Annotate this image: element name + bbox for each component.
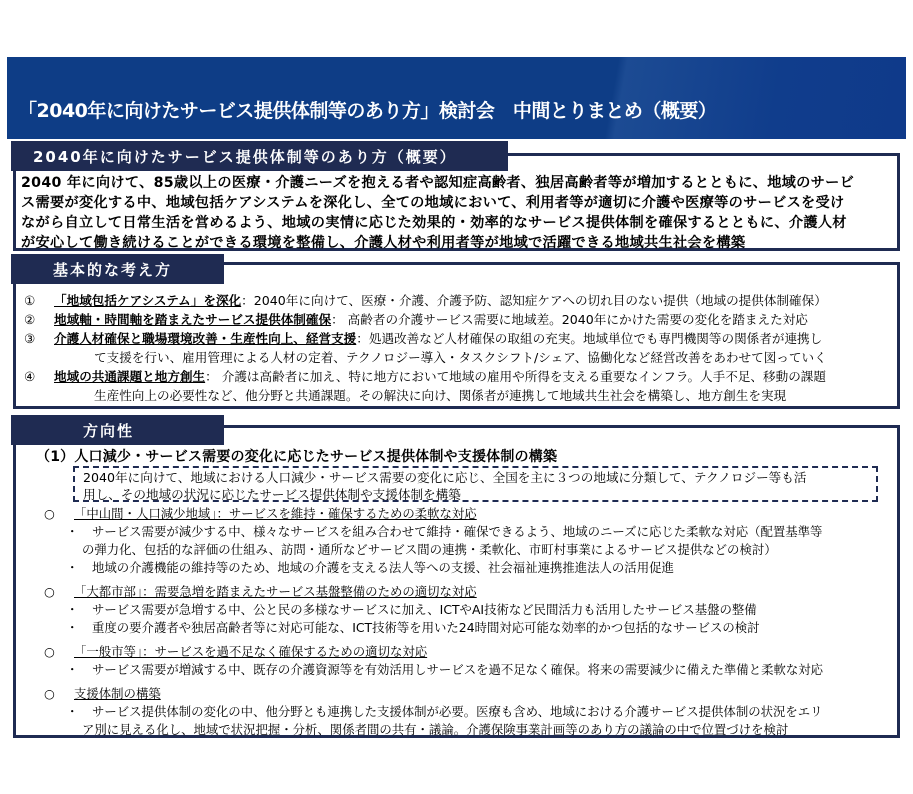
overview-line: ス需要が変化する中、地域包括ケアシステムを深化し、全ての地域において、利用者等が適切に介護や医療等のサービスを受け [21,195,845,211]
item-title: 地域の共通課題と地方創生 [54,369,206,384]
bullet-line [44,619,896,637]
direction-section [13,425,900,738]
item-title: 介護人材確保と職場環境改善・生産性向上、経営支援 [54,331,357,346]
direction-item-heading [44,643,896,661]
direction-item-title: 「一般市等」：サービスを過不足なく確保するための適切な対応 [74,644,428,659]
circle-mark: ○ [44,686,55,701]
basic-heading: 基本的な考え方 [11,254,224,284]
summary-line: 用し、その地域の状況に応じたサービス提供体制や支援体制を構築 [83,487,461,502]
bullet-text: 地域の介護機能の維持等のため、地域の介護を支える法人等への支援、社会福祉連携推進法人の活用促進 [92,560,674,575]
direction-item-heading [44,685,896,703]
circle-mark: ○ [44,584,55,599]
overview-heading: 2040年に向けたサービス提供体制等のあり方（概要） [11,141,508,171]
bullet-line [44,601,896,619]
bullet-line [44,661,896,679]
basic-item-4-cont: 生産性向上の必要性など、他分野と共通課題。その解決に向け、関係者が連携して地域共生社会を構築し、地方創生を実現 [94,388,787,403]
item-title: 地域軸・時間軸を踏まえたサービス提供体制確保 [54,312,332,327]
bullet-icon: ・ [66,602,79,617]
basic-body [24,291,896,405]
bullet-line [44,523,896,541]
item-text: ： 介護は高齢者に加え、特に地方において地域の雇用や所得を支える重要なインフラ。人手不足、移動の課題 [205,369,826,384]
bullet-icon: ・ [66,524,79,539]
direction-item-title: 「中山間・人口減少地域」：サービスを維持・確保するための柔軟な対応 [74,506,477,521]
direction-item-title: 支援体制の構築 [74,686,161,701]
item-text: ：処遇改善など人材確保の取組の充実。地域単位でも専門機関等の関係者が連携し [356,331,823,346]
basic-item-4 [24,367,896,386]
basic-item-2 [24,310,896,329]
overview-line: が安心して働き続けることができる環境を整備し、介護人材や利用者等が地域で活躍できる地域共生社会を構築 [21,235,746,251]
basic-item-3-cont: て支援を行い、雇用管理による人材の定着、テクノロジー導入・タスクシフト/シェア、協働化など経営改善をあわせて図っていく [94,350,827,365]
basic-section [13,262,900,409]
bullet-icon: ・ [66,704,79,719]
overview-line: ながら自立して日常生活を営めるよう、地域の実情に応じた効果的・効率的なサービス提供体制を確保するとともに、介護人材 [21,215,847,231]
bullet-line [44,703,896,721]
bullet-cont: ア別に見える化し、地域で状況把握・分析、関係者間の共有・議論。介護保険事業計画等のあり方の議論の中で位置づけを検討 [82,722,789,737]
bullet-cont: の弾力化、包括的な評価の仕組み、訪問・通所などサービス間の連携・柔軟化、市町村事業によるサービス提供などの検討） [82,542,777,557]
basic-item-3 [24,329,896,348]
item-number: ④ [24,369,36,384]
bullet-line [44,559,896,577]
direction-heading: 方向性 [11,415,224,445]
direction-subheading: （1）人口減少・サービス需要の変化に応じたサービス提供体制や支援体制の構築 [36,449,558,465]
page-title: 「2040年に向けたサービス提供体制等のあり方」検討会 中間とりまとめ（概要） [18,100,717,122]
bullet-text: サービス提供体制の変化の中、他分野とも連携した支援体制が必要。医療も含め、地域における介護サービス提供体制の状況をエリ [92,704,823,719]
direction-item-heading [44,505,896,523]
bullet-text: サービス需要が増減する中、既存の介護資源等を有効活用しサービスを過不足なく確保。将来の需要減少に備えた準備と柔軟な対応 [92,662,824,677]
bullet-text: サービス需要が減少する中、様々なサービスを組み合わせて維持・確保できるよう、地域のニーズに応じた柔軟な対応（配置基準等 [92,524,823,539]
circle-mark: ○ [44,644,55,659]
circle-mark: ○ [44,506,55,521]
item-title: 「地域包括ケアシステム」を深化 [54,293,242,308]
item-number: ① [24,293,36,308]
item-text: ：2040年に向けて、医療・介護、介護予防、認知症ケアへの切れ目のない提供（地域の提供体制確保） [241,293,827,308]
summary-line: 2040年に向けて、地域における人口減少・サービス需要の変化に応じ、全国を主に３つの地域に分類して、テクノロジー等も活 [83,470,807,485]
direction-item-heading [44,583,896,601]
basic-item-1 [24,291,896,310]
bullet-text: サービス需要が急増する中、公と民の多様なサービスに加え、ICTやAI技術など民間活力も活用したサービス基盤の整備 [92,602,757,617]
direction-summary-box [73,466,878,502]
bullet-text: 重度の要介護者や独居高齢者等に対応可能な、ICT技術等を用いた24時間対応可能な効率的かつ包括的なサービスの検討 [92,620,760,635]
overview-line: 2040 年に向けて、85歳以上の医療・介護ニーズを抱える者や認知症高齢者、独居高齢者等が増加するとともに、地域のサービ [21,175,855,191]
item-number: ③ [24,331,36,346]
bullet-icon: ・ [66,662,79,677]
item-number: ② [24,312,36,327]
bullet-icon: ・ [66,620,79,635]
overview-body [21,173,891,253]
item-text: ： 高齢者の介護サービス需要に地域差。2040年にかけた需要の変化を踏まえた対応 [331,312,808,327]
direction-items [44,505,896,739]
bullet-icon: ・ [66,560,79,575]
direction-item-title: 「大都市部」：需要急増を踏まえたサービス基盤整備のための適切な対応 [74,584,477,599]
